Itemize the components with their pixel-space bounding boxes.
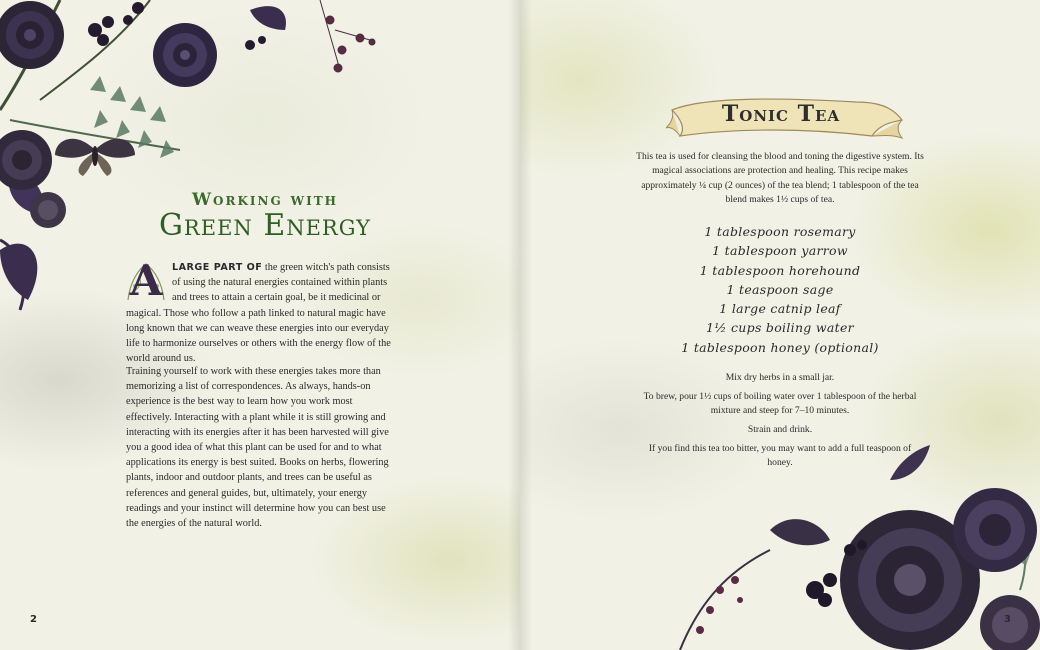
book-gutter [508,0,532,650]
ingredient-item: 1 tablespoon horehound [699,262,861,278]
page-number-right: 3 [1004,614,1011,625]
page-number-left: 2 [30,614,37,625]
ingredient-item: 1 large catnip leaf [719,301,841,317]
ingredient-item: 1½ cups boiling water [706,320,854,336]
recipe-title: Tonic Tea [721,101,841,127]
right-page [520,0,1040,650]
ingredient-item: 1 tablespoon rosemary [704,224,856,239]
bottom-right-rose-illustration [640,440,1040,650]
ingredient-item: 1 teaspoon sage [726,281,834,297]
chapter-title: Green Energy [158,208,372,243]
lead-in-text: LARGE PART OF [172,262,263,273]
recipe-step: To brew, pour 1½ cups of boiling water over 1 tablespoon of the herbal mixture and steep for 7–10 minutes. [643,391,917,416]
body-paragraph-2: Training yourself to work with these energies takes more than memorizing a list of correspondences. As always, hands-on experience is the best way to learn how you work most effectively. Interacting with a plant while it is still growing and interacting with its energies after it has been harvested will give you a good idea of what this plant can be used for and to what applications its energy is best suited. Books on herbs, flowering plants, indoor and outdoor plants, and trees can be useful as references and general guides, but, ultimately, your energy readings and your instinct will determine how you can best use the energies of the natural world. [126,366,389,530]
recipe-step: Mix dry herbs in a small jar. [725,372,835,383]
moth-icon [55,139,135,176]
paragraph-1-text: the green witch's path consists of using the natural energies contained within plants and trees to attain a certain goal, be it medicinal or magical. Those who follow a path linked to natural magic have long known that we can weave these energies into our everyday life to harmonize ourselves or others with the energy flow of the world around us. [126,262,391,365]
small-flowers-icon [320,0,375,72]
recipe-step: Strain and drink. [747,424,813,435]
chapter-subtitle: Working with [191,190,339,210]
recipe-step: If you find this tea too bitter, you may want to add a full teaspoon of honey. [648,443,912,468]
body-paragraph-1 [126,256,398,366]
ingredient-item: 1 tablespoon yarrow [712,243,848,259]
ingredient-list [670,222,890,357]
ingredient-item: 1 tablespoon honey (optional) [681,339,879,355]
drop-cap: A [126,262,166,302]
recipe-intro: This tea is used for cleansing the blood and toning the digestive system. Its magical associations are protection and healing. This recipe makes approximately ¼ cup (2 ounces) of the tea blend; 1 tablespoon of the tea blend makes 1½ cups of tea. [636,151,924,205]
